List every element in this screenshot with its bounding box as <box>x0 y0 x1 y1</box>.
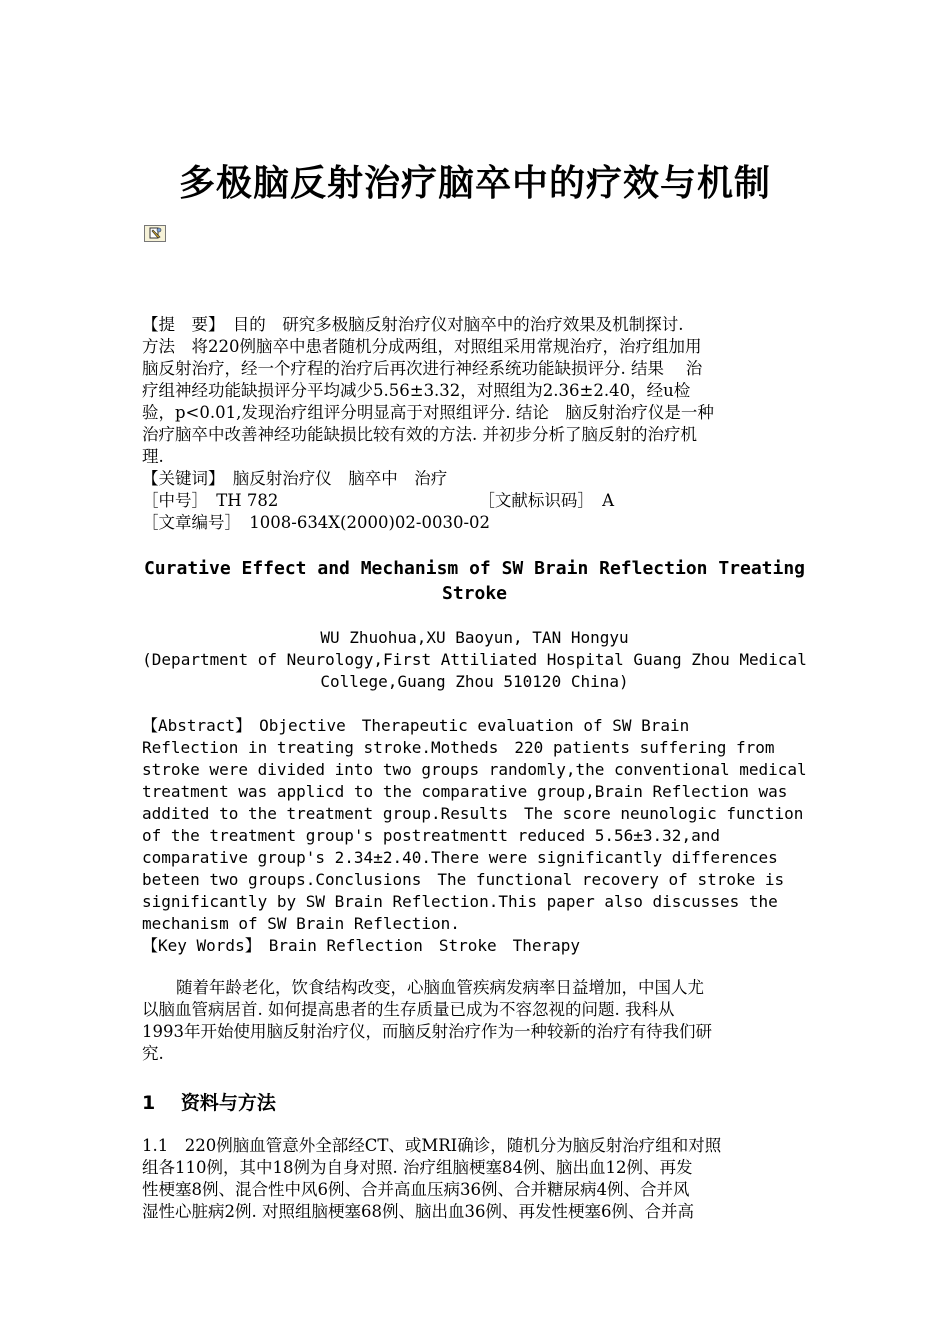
english-title-line: Stroke <box>441 583 508 604</box>
abstract-cn-line: 理. <box>142 447 164 466</box>
abstract-en-line: significantly by SW Brain Reflection.This paper also discusses the <box>142 892 778 911</box>
abstract-cn-line: 治疗脑卒中改善神经功能缺损比较有效的方法. 并初步分析了脑反射的治疗机 <box>142 425 697 444</box>
section-line: 性梗塞8例、混合性中风6例、合并高血压病36例、合并糖尿病4例、合并风 <box>142 1180 690 1199</box>
abstract-en-line: comparative group's 2.34±2.40.There were significantly differences <box>142 848 778 867</box>
intro-paragraph <box>142 977 807 1065</box>
keywords-cn: 【关键词】 脑反射治疗仪 脑卒中 治疗 <box>142 469 448 488</box>
section-body <box>142 1135 807 1223</box>
document-code: ［文献标识码］ A <box>478 491 615 510</box>
abstract-en-line: addited to the treatment group.Results The score neunologic function <box>142 804 804 823</box>
abstract-cn <box>142 314 807 534</box>
abstract-en-line: mechanism of SW Brain Reflection. <box>142 914 460 933</box>
classification-number: ［中号］ TH 782 <box>142 491 279 510</box>
abstract-en-line: stroke were divided into two groups randomly,the conventional medical <box>142 760 807 779</box>
author-names: WU Zhuohua,XU Baoyun, TAN Hongyu <box>320 628 629 647</box>
author-affiliation: College,Guang Zhou 510120 China) <box>320 672 629 691</box>
page-title: 多极脑反射治疗脑卒中的疗效与机制 <box>178 163 771 204</box>
intro-line: 以脑血管病居首. 如何提高患者的生存质量已成为不容忽视的问题. 我科从 <box>142 1000 675 1019</box>
abstract-cn-line: 方法 将220例脑卒中患者随机分成两组，对照组采用常规治疗，治疗组加用 <box>142 337 702 356</box>
abstract-en-line: treatment was applicd to the comparative group,Brain Reflection was <box>142 782 788 801</box>
authors-block <box>142 627 807 693</box>
abstract-en-line: of the treatment group's postreatmentt reduced 5.56±3.32,and <box>142 826 720 845</box>
document-link-icon[interactable] <box>144 225 166 242</box>
keywords-en: 【Key Words】 Brain Reflection Stroke Therapy <box>142 936 581 955</box>
section-line: 1.1 220例脑血管意外全部经CT、或MRI确诊，随机分为脑反射治疗组和对照 <box>142 1136 722 1155</box>
classification-row <box>142 490 807 512</box>
intro-line: 随着年龄老化，饮食结构改变，心脑血管疾病发病率日益增加，中国人尤 <box>176 978 704 997</box>
english-title <box>142 556 807 606</box>
intro-line: 1993年开始使用脑反射治疗仪，而脑反射治疗作为一种较新的治疗有待我们研 <box>142 1022 712 1041</box>
article-number: ［文章编号］ 1008-634X(2000)02-0030-02 <box>142 513 491 532</box>
abstract-cn-line: 【提 要】 目的 研究多极脑反射治疗仪对脑卒中的治疗效果及机制探讨. <box>142 315 684 334</box>
intro-line: 究. <box>142 1044 164 1063</box>
abstract-cn-line: 脑反射治疗，经一个疗程的治疗后再次进行神经系统功能缺损评分. 结果 治 <box>142 359 703 378</box>
section-line: 湿性心脏病2例. 对照组脑梗塞68例、脑出血36例、再发性梗塞6例、合并高 <box>142 1202 694 1221</box>
abstract-en-line: Reflection in treating stroke.Motheds 220 patients suffering from <box>142 738 775 757</box>
section-heading: 1 资料与方法 <box>142 1092 276 1114</box>
english-title-line: Curative Effect and Mechanism of SW Brain Reflection Treating <box>143 558 806 579</box>
abstract-en <box>142 715 807 957</box>
abstract-en-line: 【Abstract】 Objective Therapeutic evaluation of SW Brain <box>142 716 690 735</box>
abstract-en-line: beteen two groups.Conclusions The functional recovery of stroke is <box>142 870 785 889</box>
abstract-cn-line: 验，p<0.01,发现治疗组评分明显高于对照组评分. 结论 脑反射治疗仪是一种 <box>142 403 714 422</box>
section-line: 组各110例，其中18例为自身对照. 治疗组脑梗塞84例、脑出血12例、再发 <box>142 1158 693 1177</box>
abstract-cn-line: 疗组神经功能缺损评分平均减少5.56±3.32，对照组为2.36±2.40，经u检 <box>142 381 691 400</box>
author-affiliation: (Department of Neurology,First Attiliated Hospital Guang Zhou Medical <box>142 650 807 669</box>
